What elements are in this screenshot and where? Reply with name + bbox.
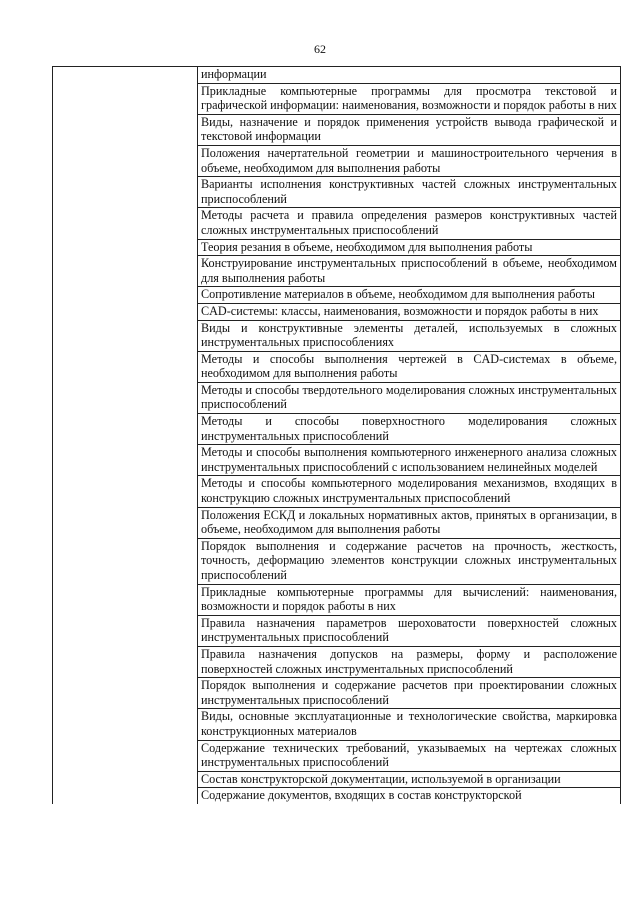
requirement-cell: Методы и способы компьютерного моделирования механизмов, входящих в конструкцию сложных инструментальных приспособлений (198, 476, 621, 507)
requirement-cell: Сопротивление материалов в объеме, необходимом для выполнения работы (198, 287, 621, 304)
left-column-cell (53, 67, 198, 804)
requirement-cell: Содержание документов, входящих в состав конструкторской (198, 788, 621, 804)
requirement-cell: Методы и способы твердотельного моделирования сложных инструментальных приспособлений (198, 382, 621, 413)
requirement-cell: Виды и конструктивные элементы деталей, используемых в сложных инструментальных приспособлениях (198, 320, 621, 351)
requirement-cell: Состав конструкторской документации, используемой в организации (198, 771, 621, 788)
requirement-cell: CAD-системы: классы, наименования, возможности и порядок работы в них (198, 303, 621, 320)
requirements-table-body (53, 67, 621, 804)
page-number: 62 (314, 42, 326, 56)
requirement-cell: Содержание технических требований, указываемых на чертежах сложных инструментальных приспособлений (198, 740, 621, 771)
requirement-cell: Конструирование инструментальных приспособлений в объеме, необходимом для выполнения работы (198, 256, 621, 287)
table-row (53, 67, 621, 84)
requirement-cell: Порядок выполнения и содержание расчетов на прочность, жесткость, точность, деформацию элементов конструкции сложных инструментальных приспособлений (198, 538, 621, 584)
requirement-cell: Правила назначения допусков на размеры, форму и расположение поверхностей сложных инструментальных приспособлений (198, 646, 621, 677)
requirement-cell: Положения ЕСКД и локальных нормативных актов, принятых в организации, в объеме, необходимом для выполнения работы (198, 507, 621, 538)
requirement-cell: Прикладные компьютерные программы для просмотра текстовой и графической информации: наименования, возможности и порядок работы в них (198, 83, 621, 114)
requirement-cell: Прикладные компьютерные программы для вычислений: наименования, возможности и порядок работы в них (198, 584, 621, 615)
requirement-cell: Методы и способы поверхностного моделирования сложных инструментальных приспособлений (198, 414, 621, 445)
requirement-cell: Виды, назначение и порядок применения устройств вывода графической и текстовой информации (198, 114, 621, 145)
requirement-cell: Методы и способы выполнения чертежей в CAD-системах в объеме, необходимом для выполнения работы (198, 351, 621, 382)
requirement-cell: информации (198, 67, 621, 84)
requirement-cell: Правила назначения параметров шероховатости поверхностей сложных инструментальных приспособлений (198, 615, 621, 646)
requirement-cell: Положения начертательной геометрии и машиностроительного черчения в объеме, необходимом для выполнения работы (198, 145, 621, 176)
requirements-table (52, 66, 621, 804)
requirement-cell: Варианты исполнения конструктивных частей сложных инструментальных приспособлений (198, 177, 621, 208)
requirement-cell: Порядок выполнения и содержание расчетов при проектировании сложных инструментальных приспособлений (198, 678, 621, 709)
requirement-cell: Методы расчета и правила определения размеров конструктивных частей сложных инструментальных приспособлений (198, 208, 621, 239)
requirement-cell: Виды, основные эксплуатационные и технологические свойства, маркировка конструкционных материалов (198, 709, 621, 740)
requirement-cell: Методы и способы выполнения компьютерного инженерного анализа сложных инструментальных приспособлений с использованием нелинейных моделей (198, 445, 621, 476)
requirement-cell: Теория резания в объеме, необходимом для выполнения работы (198, 239, 621, 256)
